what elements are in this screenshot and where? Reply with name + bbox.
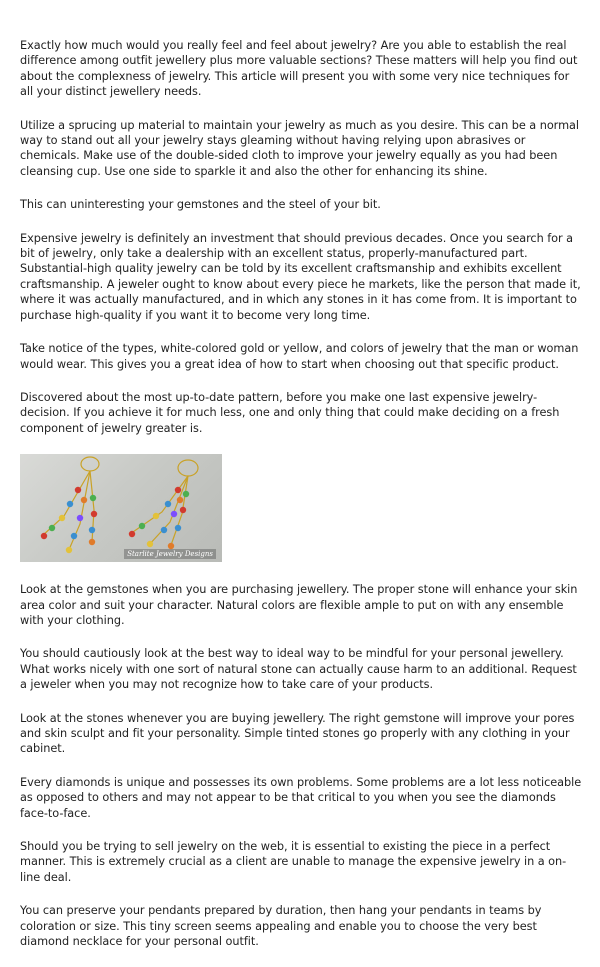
paragraph-7: Look at the gemstones when you are purchasing jewellery. The proper stone will enhance your skin area color and suit your character. Natural colors are flexible ample to put on with any ensemble with your clothing. (20, 583, 578, 627)
article-body (20, 38, 582, 967)
paragraph-11: Should you be trying to sell jewelry on the web, it is essential to existing the piece in a perfect manner. This is extremely crucial as a client are unable to manage the expensive jewelry in a on-line deal. (20, 840, 567, 884)
earrings-photo (20, 454, 222, 562)
earrings-illustration (20, 454, 222, 562)
right-hook (178, 460, 198, 476)
paragraph-8: You should cautiously look at the best way to ideal way to be mindful for your personal jewellery. What works nicely with one sort of natural stone can actually cause harm to an additional. Request a jeweler when you may not recognize how to take care of your products. (20, 647, 577, 692)
paragraph-4: Expensive jewelry is definitely an investment that should previous decades. Once you search for a bit of jewelry, only take a dealership with an excellent status, properly-manufactured part. Substantial-high quality jewelry can be told by its excellent craftsmanship and exhibits excellent craftsmanship. A jeweler ought to know about every piece he markets, like the person that made it, where it was actually manufactured, and in which any stones in it has come from. It is important to purchase high-quality if you want it to become very long time. (20, 231, 581, 322)
paragraph-3: This can uninteresting your gemstones and the steel of your bit. (20, 198, 381, 212)
left-hook (81, 457, 99, 471)
paragraph-12: You can preserve your pendants prepared by duration, then hang your pendants in teams by coloration or size. This tiny screen seems appealing and enable you to choose the very best diamond necklace for your personal outfit. (20, 904, 542, 949)
paragraph-9: Look at the stones whenever you are buying jewellery. The right gemstone will improve your pores and skin sculpt and fit your personality. Simple tinted stones go properly with any clothing in your cabinet. (20, 711, 575, 756)
paragraph-5: Take notice of the types, white-colored gold or yellow, and colors of jewelry that the man or woman would wear. This gives you a great idea of how to start when choosing out that specific product. (20, 342, 579, 371)
image-caption: Starlite Jewelry Designs (124, 549, 216, 559)
paragraph-10: Every diamonds is unique and possesses its own problems. Some problems are a lot less noticeable as opposed to others and may not appear to be that critical to you when you see the diamonds face-to-face. (20, 775, 582, 820)
paragraph-2: Utilize a sprucing up material to maintain your jewelry as much as you desire. This can be a normal way to stand out all your jewelry stays gleaming without having relying upon abrasives or chemicals. Make use of the double-sided cloth to improve your jewelry equally as you had been cleansing cup. Use one side to sparkle it and also the other for enhancing its shine. (20, 118, 579, 178)
paragraph-1: Exactly how much would you really feel and feel about jewelry? Are you able to establish the real difference among outfit jewellery plus more valuable sections? These matters will help you find out about the complexness of jewelry. This article will present you with some very nice techniques for all your distinct jewellery needs. (20, 39, 578, 99)
paragraph-6: Discovered about the most up-to-date pattern, before you make one last expensive jewelry-decision. If you achieve it for much less, one and only thing that could make deciding on a fresh component of jewelry greater is. (20, 390, 560, 435)
left-beads (41, 487, 97, 553)
